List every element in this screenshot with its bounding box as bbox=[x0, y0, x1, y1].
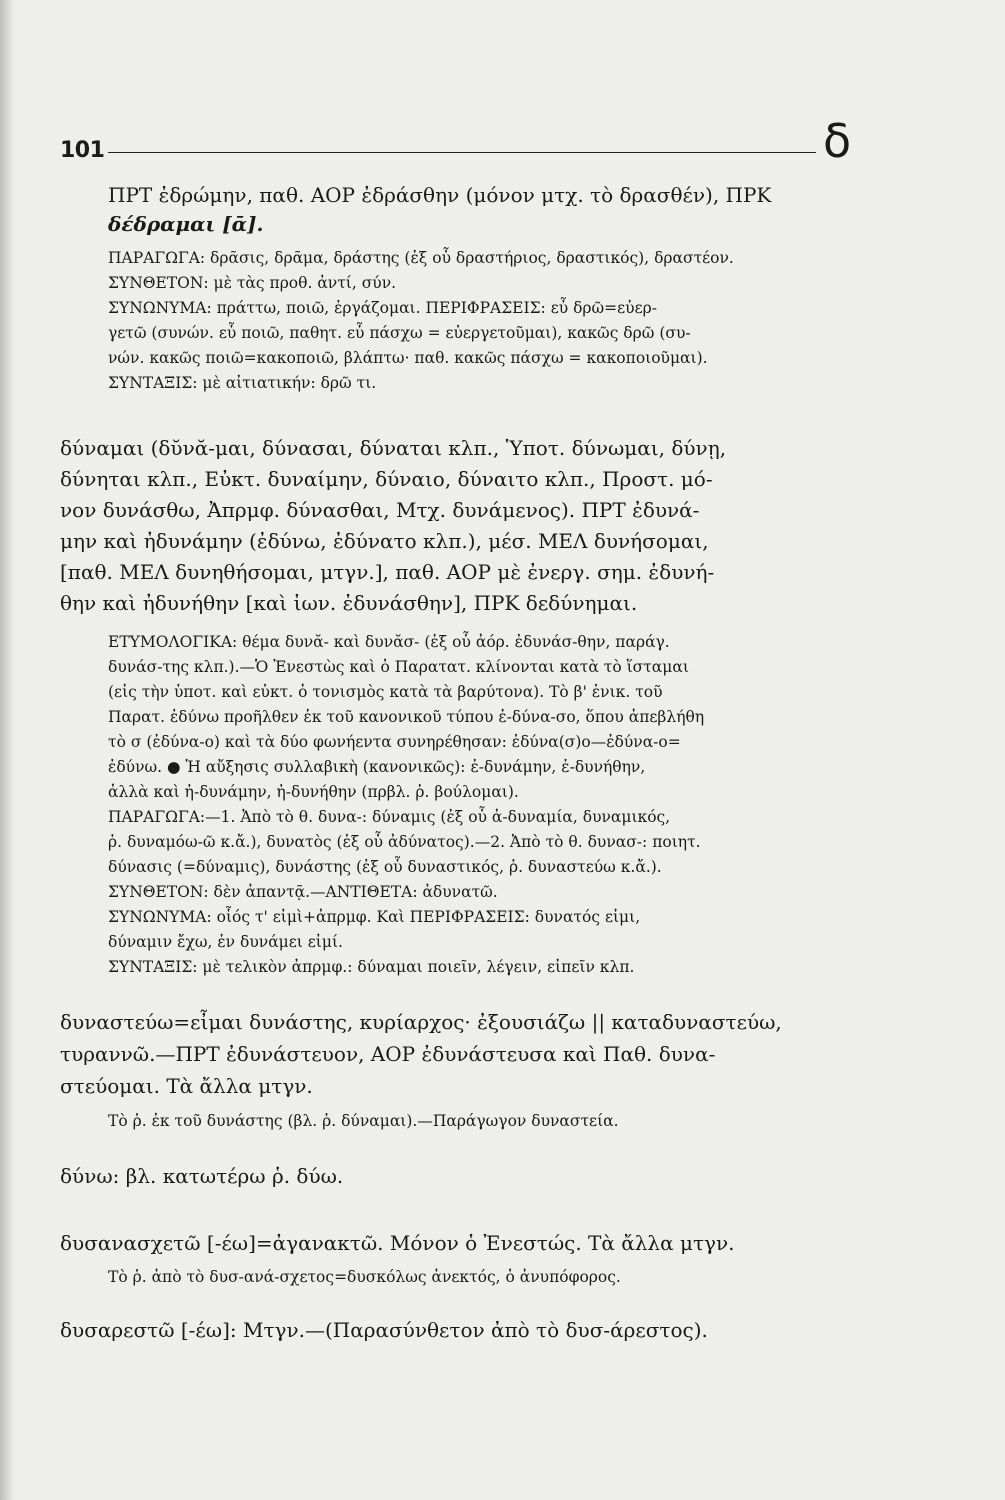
section-letter: δ bbox=[823, 114, 852, 168]
entry-line: τυραννῶ.—ΠΡΤ ἐδυνάστευον, ΑΟΡ ἐδυνάστευσα καὶ Παθ. δυνα- bbox=[60, 1042, 716, 1066]
entry-line: ΣΥΝΘΕΤΟΝ: μὲ τὰς προθ. ἀντί, σύν. bbox=[108, 274, 397, 292]
entry-line: δέδραμαι [ᾱ]. bbox=[108, 212, 264, 236]
entry-line: δύνασις (=δύναμις), δυνάστης (ἐξ οὗ δυναστικός, ῥ. δυναστεύω κ.ἄ.). bbox=[108, 858, 662, 876]
entry-line: Παρατ. ἐδύνω προῆλθεν ἐκ τοῦ κανονικοῦ τύπου ἐ-δύνα-σο, ὅπου ἀπεβλήθη bbox=[108, 708, 705, 726]
entry-line: Τὸ ῥ. ἀπὸ τὸ δυσ-ανά-σχετος=δυσκόλως ἀνεκτός, ὁ ἀνυπόφορος. bbox=[108, 1268, 621, 1286]
entry-line: ἐδύνω. ● Ἡ αὔξησις συλλαβικὴ (κανονικῶς): ἐ-δυνάμην, ἐ-δυνήθην, bbox=[108, 758, 646, 776]
headword-line-dysanaschetō: δυσανασχετῶ [-έω]=ἀγανακτῶ. Μόνον ὁ Ἐνεστώς. Τὰ ἄλλα μτγν. bbox=[60, 1231, 735, 1255]
entry-line: ΠΑΡΑΓΩΓΑ: δρᾶσις, δρᾶμα, δράστης (ἐξ οὗ δραστήριος, δραστικός), δραστέον. bbox=[108, 249, 734, 267]
entry-line: ΣΥΝΤΑΞΙΣ: μὲ τελικὸν ἀπρμφ.: δύναμαι ποιεῖν, λέγειν, εἰπεῖν κλπ. bbox=[108, 958, 635, 976]
entry-line: (εἰς τὴν ὑποτ. καὶ εὐκτ. ὁ τονισμὸς κατὰ τὰ βαρύτονα). Τὸ β' ἑνικ. τοῦ bbox=[108, 683, 663, 701]
entry-line: γετῶ (συνών. εὖ ποιῶ, παθητ. εὖ πάσχω = εὐεργετοῦμαι), κακῶς δρῶ (συ- bbox=[108, 324, 691, 342]
page-number: 101 bbox=[60, 138, 105, 163]
entry-line: ΕΤΥΜΟΛΟΓΙΚΑ: θέμα δυνᾰ- καὶ δυνᾰσ- (ἐξ οὗ ἀόρ. ἐδυνάσ-θην, παράγ. bbox=[108, 633, 670, 651]
headword-line-dysarestō: δυσαρεστῶ [-έω]: Μτγν.—(Παρασύνθετον ἀπὸ τὸ δυσ-άρεστος). bbox=[60, 1318, 708, 1342]
entry-line: ΠΡΤ ἐδρώμην, παθ. ΑΟΡ ἐδράσθην (μόνον μτχ. τὸ δρασθέν), ΠΡΚ bbox=[108, 183, 772, 207]
entry-line: στεύομαι. Τὰ ἄλλα μτγν. bbox=[60, 1074, 313, 1098]
entry-line: θην καὶ ἠδυνήθην [καὶ ἰων. ἐδυνάσθην], ΠΡΚ δεδύνημαι. bbox=[60, 591, 638, 615]
entry-line: ΣΥΝΤΑΞΙΣ: μὲ αἰτιατικήν: δρῶ τι. bbox=[108, 374, 377, 392]
entry-line: ΣΥΝΩΝΥΜΑ: πράττω, ποιῶ, ἐργάζομαι. ΠΕΡΙΦΡΑΣΕΙΣ: εὖ δρῶ=εὐερ- bbox=[108, 299, 657, 317]
entry-line: νών. κακῶς ποιῶ=κακοποιῶ, βλάπτω· παθ. κακῶς πάσχω = κακοποιοῦμαι). bbox=[108, 349, 708, 367]
entry-line: ΣΥΝΘΕΤΟΝ: δὲν ἀπαντᾷ.—ΑΝΤΙΘΕΤΑ: ἀδυνατῶ. bbox=[108, 883, 498, 901]
entry-line: [παθ. ΜΕΛ δυνηθήσομαι, μτγν.], παθ. ΑΟΡ μὲ ἐνεργ. σημ. ἐδυνή- bbox=[60, 560, 715, 584]
entry-line: ἀλλὰ καὶ ἠ-δυνάμην, ἠ-δυνήθην (πρβλ. ῥ. βούλομαι). bbox=[108, 783, 519, 801]
entry-line: δύναμιν ἔχω, ἐν δυνάμει εἰμί. bbox=[108, 933, 343, 951]
headword-line-dynamai: δύναμαι (δῠνᾰ-μαι, δύνασαι, δύναται κλπ., Ὑποτ. δύνωμαι, δύνῃ, bbox=[60, 436, 727, 460]
entry-line: νον δυνάσθω, Ἀπρμφ. δύνασθαι, Μτχ. δυνάμενος). ΠΡΤ ἐδυνά- bbox=[60, 498, 700, 522]
headword-line-dynasteuo: δυναστεύω=εἶμαι δυνάστης, κυρίαρχος· ἐξουσιάζω || καταδυναστεύω, bbox=[60, 1010, 782, 1034]
entry-line: μην καὶ ἠδυνάμην (ἐδύνω, ἐδύνατο κλπ.), μέσ. ΜΕΛ δυνήσομαι, bbox=[60, 529, 709, 553]
entry-line: τὸ σ (ἐδύνα-ο) καὶ τὰ δύο φωνήεντα συνηρέθησαν: ἐδύνα(σ)ο—ἐδύνα-ο= bbox=[108, 733, 681, 751]
entry-line: ΠΑΡΑΓΩΓΑ:—1. Ἀπὸ τὸ θ. δυνα-: δύναμις (ἐξ οὗ ἀ-δυναμία, δυναμικός, bbox=[108, 808, 671, 826]
entry-line: δυνάσ-της κλπ.).—Ὁ Ἐνεστὼς καὶ ὁ Παρατατ. κλίνονται κατὰ τὸ ἵσταμαι bbox=[108, 658, 689, 676]
headword-line-dyno: δύνω: βλ. κατωτέρω ῥ. δύω. bbox=[60, 1164, 344, 1188]
entry-line: ΣΥΝΩΝΥΜΑ: οἷός τ' εἰμὶ+ἀπρμφ. Καὶ ΠΕΡΙΦΡΑΣΕΙΣ: δυνατός εἰμι, bbox=[108, 908, 641, 926]
entry-line: Τὸ ῥ. ἐκ τοῦ δυνάστης (βλ. ῥ. δύναμαι).—Παράγωγον δυναστεία. bbox=[108, 1112, 619, 1130]
entry-line: ῥ. δυναμόω-ῶ κ.ἄ.), δυνατὸς (ἐξ οὗ ἀδύνατος).—2. Ἀπὸ τὸ θ. δυνασ-: ποιητ. bbox=[108, 833, 701, 851]
entry-line: δύνηται κλπ., Εὐκτ. δυναίμην, δύναιο, δύναιτο κλπ., Προστ. μό- bbox=[60, 467, 713, 491]
